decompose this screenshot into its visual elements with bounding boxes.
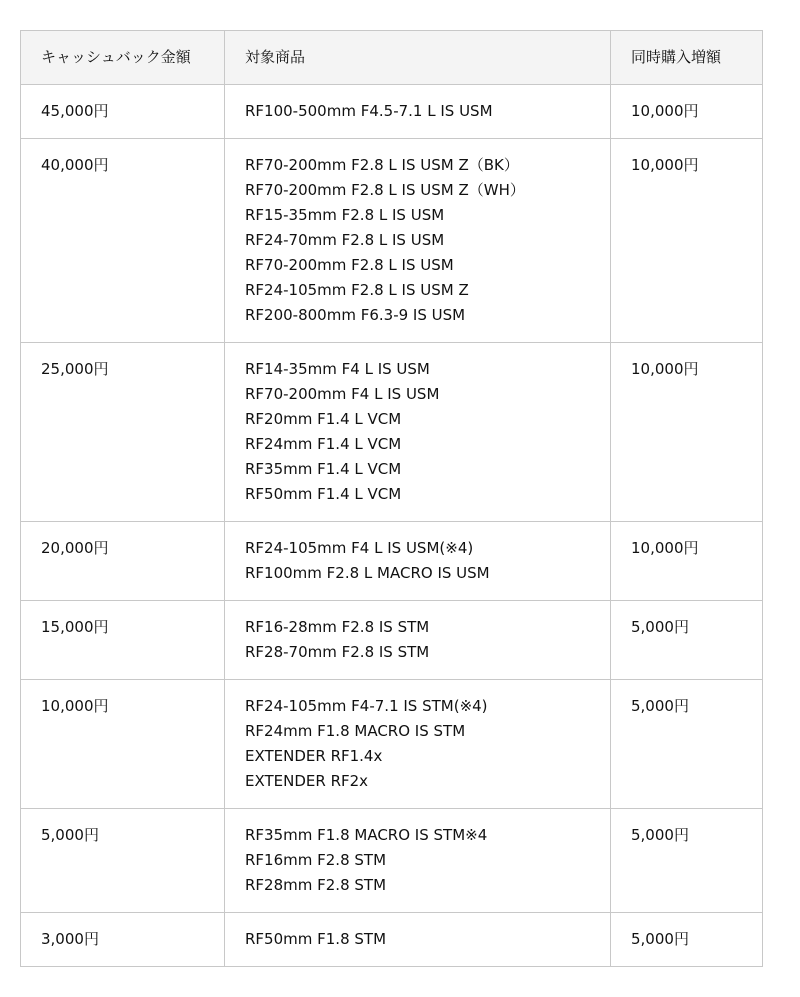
products-cell [225, 809, 611, 913]
product-name: RF70-200mm F4 L IS USM [245, 385, 440, 403]
cashback-amount-cell: 25,000円 [21, 343, 225, 522]
cashback-amount-cell: 40,000円 [21, 139, 225, 343]
cashback-table-container [20, 30, 762, 967]
cashback-amount-cell: 45,000円 [21, 85, 225, 139]
product-name: EXTENDER RF2x [245, 772, 369, 790]
product-name: RF70-200mm F2.8 L IS USM Z（BK） [245, 156, 519, 174]
product-name: RF70-200mm F2.8 L IS USM Z（WH） [245, 181, 525, 199]
product-name: RF50mm F1.8 STM [245, 930, 387, 948]
product-name: RF100-500mm F4.5-7.1 L IS USM [245, 102, 493, 120]
products-cell [225, 85, 611, 139]
bonus-amount-cell: 10,000円 [611, 343, 763, 522]
product-name: RF100mm F2.8 L MACRO IS USM [245, 564, 490, 582]
cashback-table [20, 30, 763, 967]
product-name: RF70-200mm F2.8 L IS USM [245, 256, 454, 274]
product-name: RF24-105mm F4 L IS USM(※4) [245, 539, 474, 557]
cashback-amount-cell: 15,000円 [21, 601, 225, 680]
table-row [21, 139, 763, 343]
bonus-amount-cell: 5,000円 [611, 809, 763, 913]
header-target-products: 対象商品 [225, 31, 611, 85]
product-name: RF14-35mm F4 L IS USM [245, 360, 430, 378]
bonus-amount-cell: 10,000円 [611, 522, 763, 601]
products-cell [225, 343, 611, 522]
table-row [21, 343, 763, 522]
product-name: RF28-70mm F2.8 IS STM [245, 643, 430, 661]
product-name: RF28mm F2.8 STM [245, 876, 387, 894]
table-row [21, 809, 763, 913]
cashback-amount-cell: 10,000円 [21, 680, 225, 809]
bonus-amount-cell: 5,000円 [611, 601, 763, 680]
product-name: RF20mm F1.4 L VCM [245, 410, 402, 428]
header-row [21, 31, 763, 85]
bonus-amount-cell: 5,000円 [611, 913, 763, 967]
cashback-amount-cell: 20,000円 [21, 522, 225, 601]
product-name: RF16mm F2.8 STM [245, 851, 387, 869]
table-row [21, 601, 763, 680]
table-header [21, 31, 763, 85]
product-name: RF16-28mm F2.8 IS STM [245, 618, 430, 636]
cashback-amount-cell: 3,000円 [21, 913, 225, 967]
table-row [21, 680, 763, 809]
product-name: RF200-800mm F6.3-9 IS USM [245, 306, 466, 324]
product-name: EXTENDER RF1.4x [245, 747, 383, 765]
table-row [21, 913, 763, 967]
product-name: RF35mm F1.4 L VCM [245, 460, 402, 478]
header-bonus-amount: 同時購入増額 [611, 31, 763, 85]
product-name: RF50mm F1.4 L VCM [245, 485, 402, 503]
bonus-amount-cell: 5,000円 [611, 680, 763, 809]
product-name: RF15-35mm F2.8 L IS USM [245, 206, 445, 224]
product-name: RF24-70mm F2.8 L IS USM [245, 231, 445, 249]
bonus-amount-cell: 10,000円 [611, 85, 763, 139]
bonus-amount-cell: 10,000円 [611, 139, 763, 343]
products-cell [225, 139, 611, 343]
table-row [21, 85, 763, 139]
product-name: RF24mm F1.4 L VCM [245, 435, 402, 453]
product-name: RF24mm F1.8 MACRO IS STM [245, 722, 466, 740]
product-name: RF24-105mm F2.8 L IS USM Z [245, 281, 469, 299]
product-name: RF35mm F1.8 MACRO IS STM※4 [245, 826, 488, 844]
cashback-amount-cell: 5,000円 [21, 809, 225, 913]
products-cell [225, 913, 611, 967]
table-row [21, 522, 763, 601]
header-cashback-amount: キャッシュバック金額 [21, 31, 225, 85]
products-cell [225, 680, 611, 809]
products-cell [225, 601, 611, 680]
table-body [21, 85, 763, 967]
product-name: RF24-105mm F4-7.1 IS STM(※4) [245, 697, 488, 715]
products-cell [225, 522, 611, 601]
